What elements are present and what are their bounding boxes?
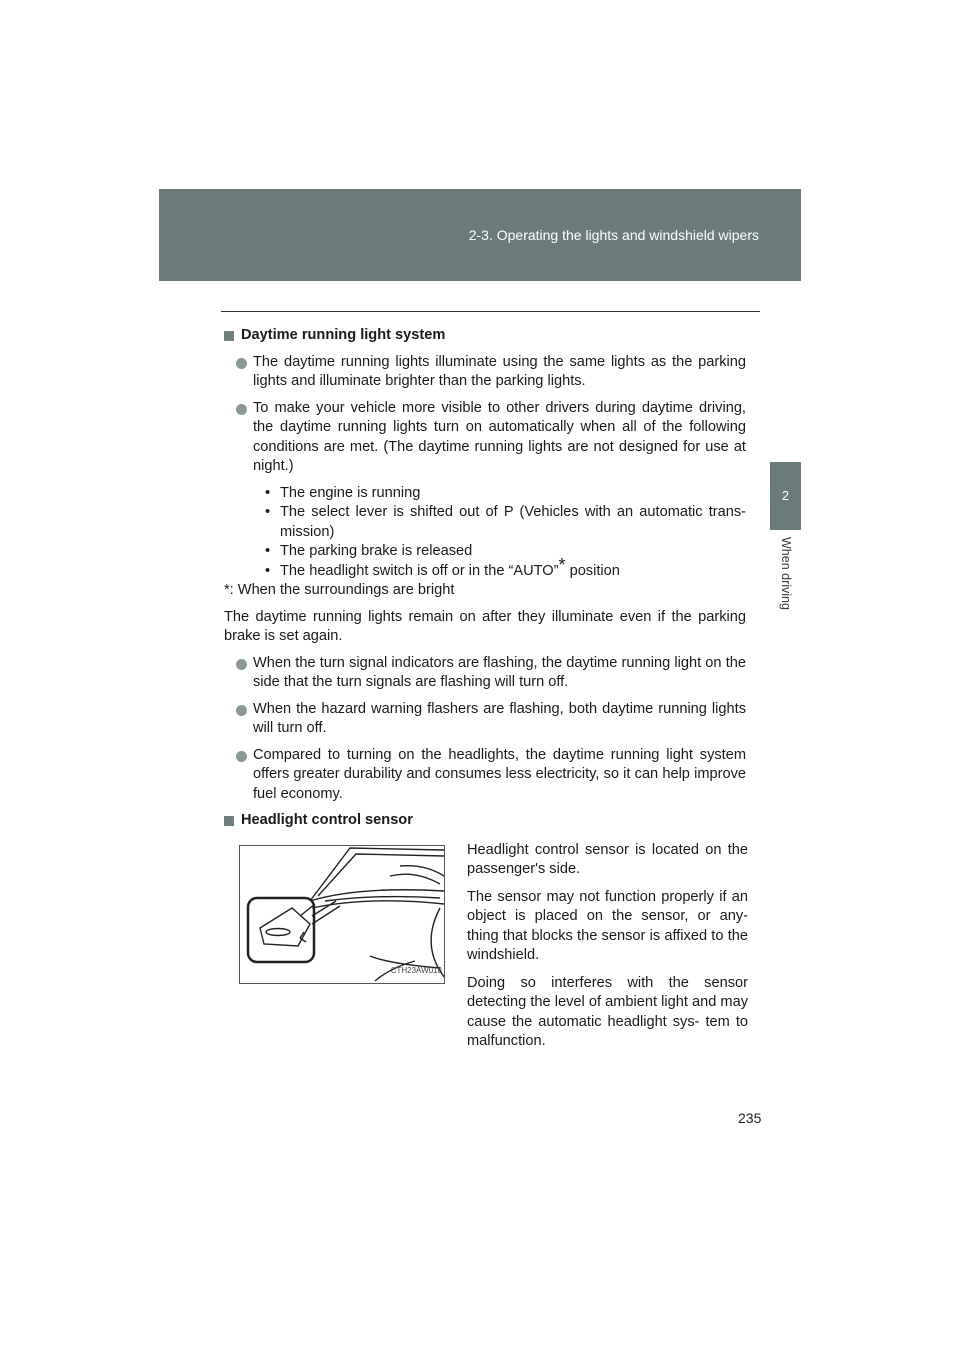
condition-item: • The engine is running: [265, 484, 421, 501]
section-heading-drl: Daytime running light system: [224, 326, 746, 346]
header-band: [159, 189, 801, 281]
square-bullet-icon: [224, 816, 234, 826]
condition-item: • The headlight switch is off or in the “AUTO”* position: [265, 554, 620, 579]
circle-bullet-icon: [236, 751, 247, 762]
page-number: 235: [738, 1110, 762, 1126]
square-bullet-icon: [224, 331, 234, 341]
condition-list: [224, 484, 746, 582]
section-heading-sensor: Headlight control sensor: [224, 811, 746, 831]
chapter-tab-label-wrap: [772, 535, 800, 625]
figure-code: CTH23AW018: [390, 966, 442, 975]
condition-item: • The parking brake is released: [265, 543, 473, 559]
circle-bullet-icon: [236, 659, 247, 670]
bullet-item: To make your vehicle more visible to other drivers during daytime driving, the daytime running lights turn on automatically when all of the following conditions are met. (The daytime running lights are not designed for use at night.): [224, 399, 746, 477]
paragraph: Headlight control sensor is located on the passenger's side.: [467, 841, 748, 877]
sensor-illustration: [239, 845, 445, 984]
bullet-item: When the hazard warning flashers are flashing, both daytime running lights will turn off.: [224, 700, 746, 739]
chapter-tab-label: When driving: [779, 537, 793, 610]
sensor-text: [467, 841, 748, 1060]
page-content: [224, 326, 746, 1071]
bullet-item: The daytime running lights illuminate using the same lights as the parking lights and illuminate brighter than the parking lights.: [224, 353, 746, 392]
header-rule: [221, 311, 760, 312]
chapter-title: 2-3. Operating the lights and windshield wipers: [468, 227, 759, 243]
footnote: *: When the surroundings are bright: [224, 582, 455, 598]
paragraph: The sensor may not function properly if an object is placed on the sensor, or any- thing that blocks the sensor is affixed to the windshield.: [467, 888, 748, 963]
bullet-item: Compared to turning on the headlights, the daytime running light system offers greater durability and consumes less electricity, so it can help improve fuel economy.: [224, 746, 746, 805]
paragraph: The daytime running lights remain on after they illuminate even if the parking brake is set again.: [224, 608, 746, 644]
circle-bullet-icon: [236, 404, 247, 415]
chapter-tab: [770, 462, 801, 530]
condition-item: • The select lever is shifted out of P (Vehicles with an automatic trans- mission): [265, 504, 746, 540]
paragraph: Doing so interferes with the sensor detecting the level of ambient light and may cause the automatic headlight sys- tem to malfunction.: [467, 974, 748, 1049]
sensor-block: [224, 831, 746, 1071]
chapter-tab-number: 2: [781, 488, 790, 503]
circle-bullet-icon: [236, 358, 247, 369]
circle-bullet-icon: [236, 705, 247, 716]
asterisk-mark: *: [558, 554, 566, 575]
bullet-item: When the turn signal indicators are flashing, the daytime running light on the side that the turn signals are flashing will turn off.: [224, 654, 746, 693]
